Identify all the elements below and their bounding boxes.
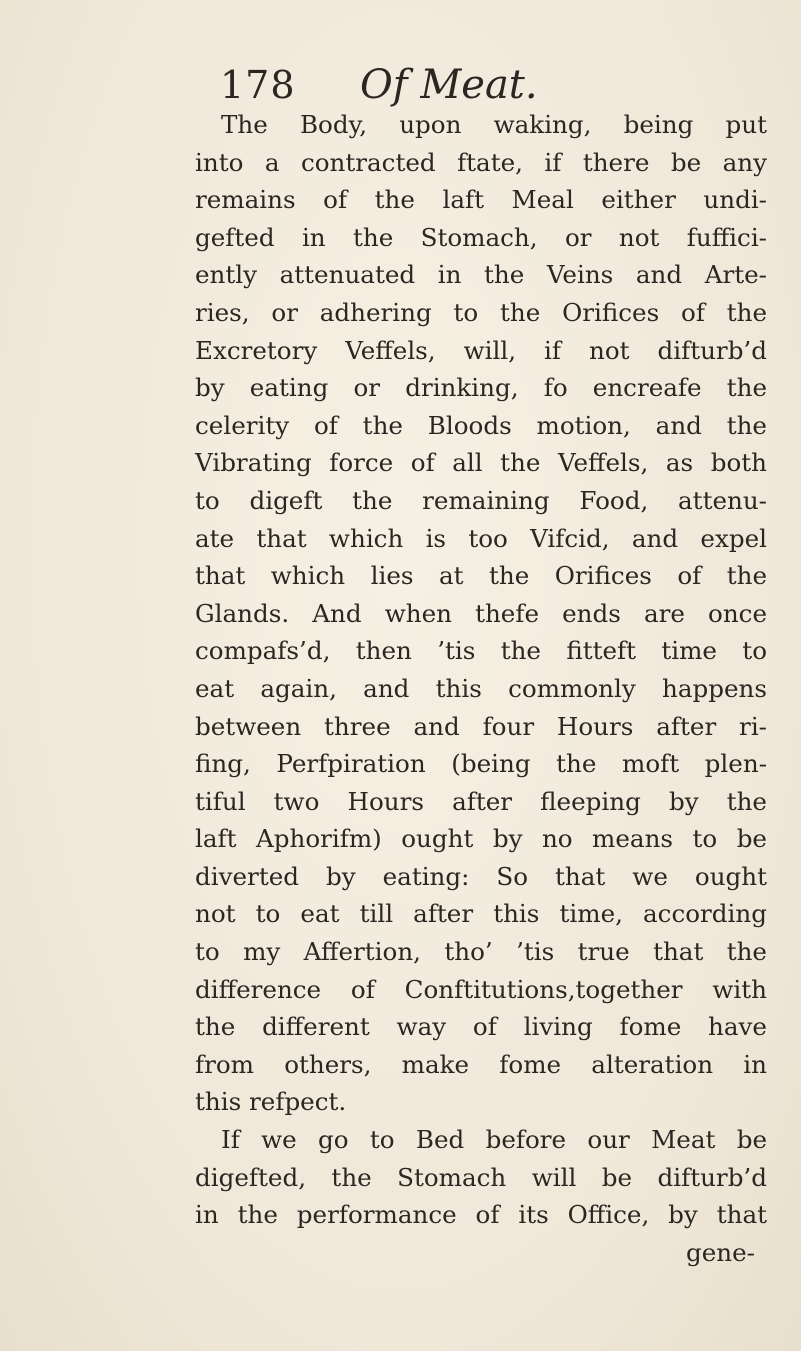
text-line: to my Affertion, tho’ ’tis true that the xyxy=(195,937,767,967)
text-line: in the performance of its Office, by that xyxy=(195,1200,767,1230)
text-line: that which lies at the Orifices of the xyxy=(195,561,767,591)
text-line: by eating or drinking, fo encreafe the xyxy=(195,373,767,403)
text-line: remains of the laft Meal either undi- xyxy=(195,185,767,215)
text-line: Excretory Veffels, will, if not difturb’d xyxy=(195,335,767,365)
text-line: the different way of living fome have xyxy=(195,1012,767,1042)
text-line: celerity of the Bloods motion, and the xyxy=(195,410,767,440)
text-line: into a contracted ftate, if there be any xyxy=(195,147,767,177)
text-line: ently attenuated in the Veins and Arte- xyxy=(195,260,767,290)
text-line: compafs’d, then ’tis the fitteft time to xyxy=(195,636,767,666)
text-line: Glands. And when thefe ends are once xyxy=(195,598,767,628)
text-line: to digeft the remaining Food, attenu- xyxy=(195,485,767,515)
text-line: gefted in the Stomach, or not fuffici- xyxy=(195,222,767,252)
text-line: tiful two Hours after fleeping by the xyxy=(195,786,767,816)
page-header xyxy=(220,60,620,110)
body-text xyxy=(195,106,767,1271)
text-line: this refpect. xyxy=(195,1087,347,1117)
page-number: 178 xyxy=(220,63,296,107)
text-line: ries, or adhering to the Orifices of the xyxy=(195,297,767,327)
text-line: laft Aphorifm) ought by no means to be xyxy=(195,824,767,854)
text-line: diverted by eating: So that we ought xyxy=(195,861,767,891)
text-line: difference of Conftitutions,together with xyxy=(195,974,767,1004)
text-line: fing, Perfpiration (being the moft plen- xyxy=(195,749,767,779)
text-line: The Body, upon waking, being put xyxy=(221,110,767,139)
text-line: gene- xyxy=(685,1237,755,1267)
text-line: digefted, the Stomach will be difturb’d xyxy=(195,1162,767,1192)
text-line: not to eat till after this time, according xyxy=(195,899,767,929)
text-line: ate that which is too Vifcid, and expel xyxy=(195,523,767,553)
text-line: If we go to Bed before our Meat be xyxy=(221,1125,767,1155)
text-line: Vibrating force of all the Veffels, as both xyxy=(195,448,767,478)
running-head: Of Meat. xyxy=(360,62,538,108)
text-line: from others, make fome alteration in xyxy=(195,1049,767,1079)
text-line: between three and four Hours after ri- xyxy=(195,711,767,741)
text-line: eat again, and this commonly happens xyxy=(195,673,767,703)
